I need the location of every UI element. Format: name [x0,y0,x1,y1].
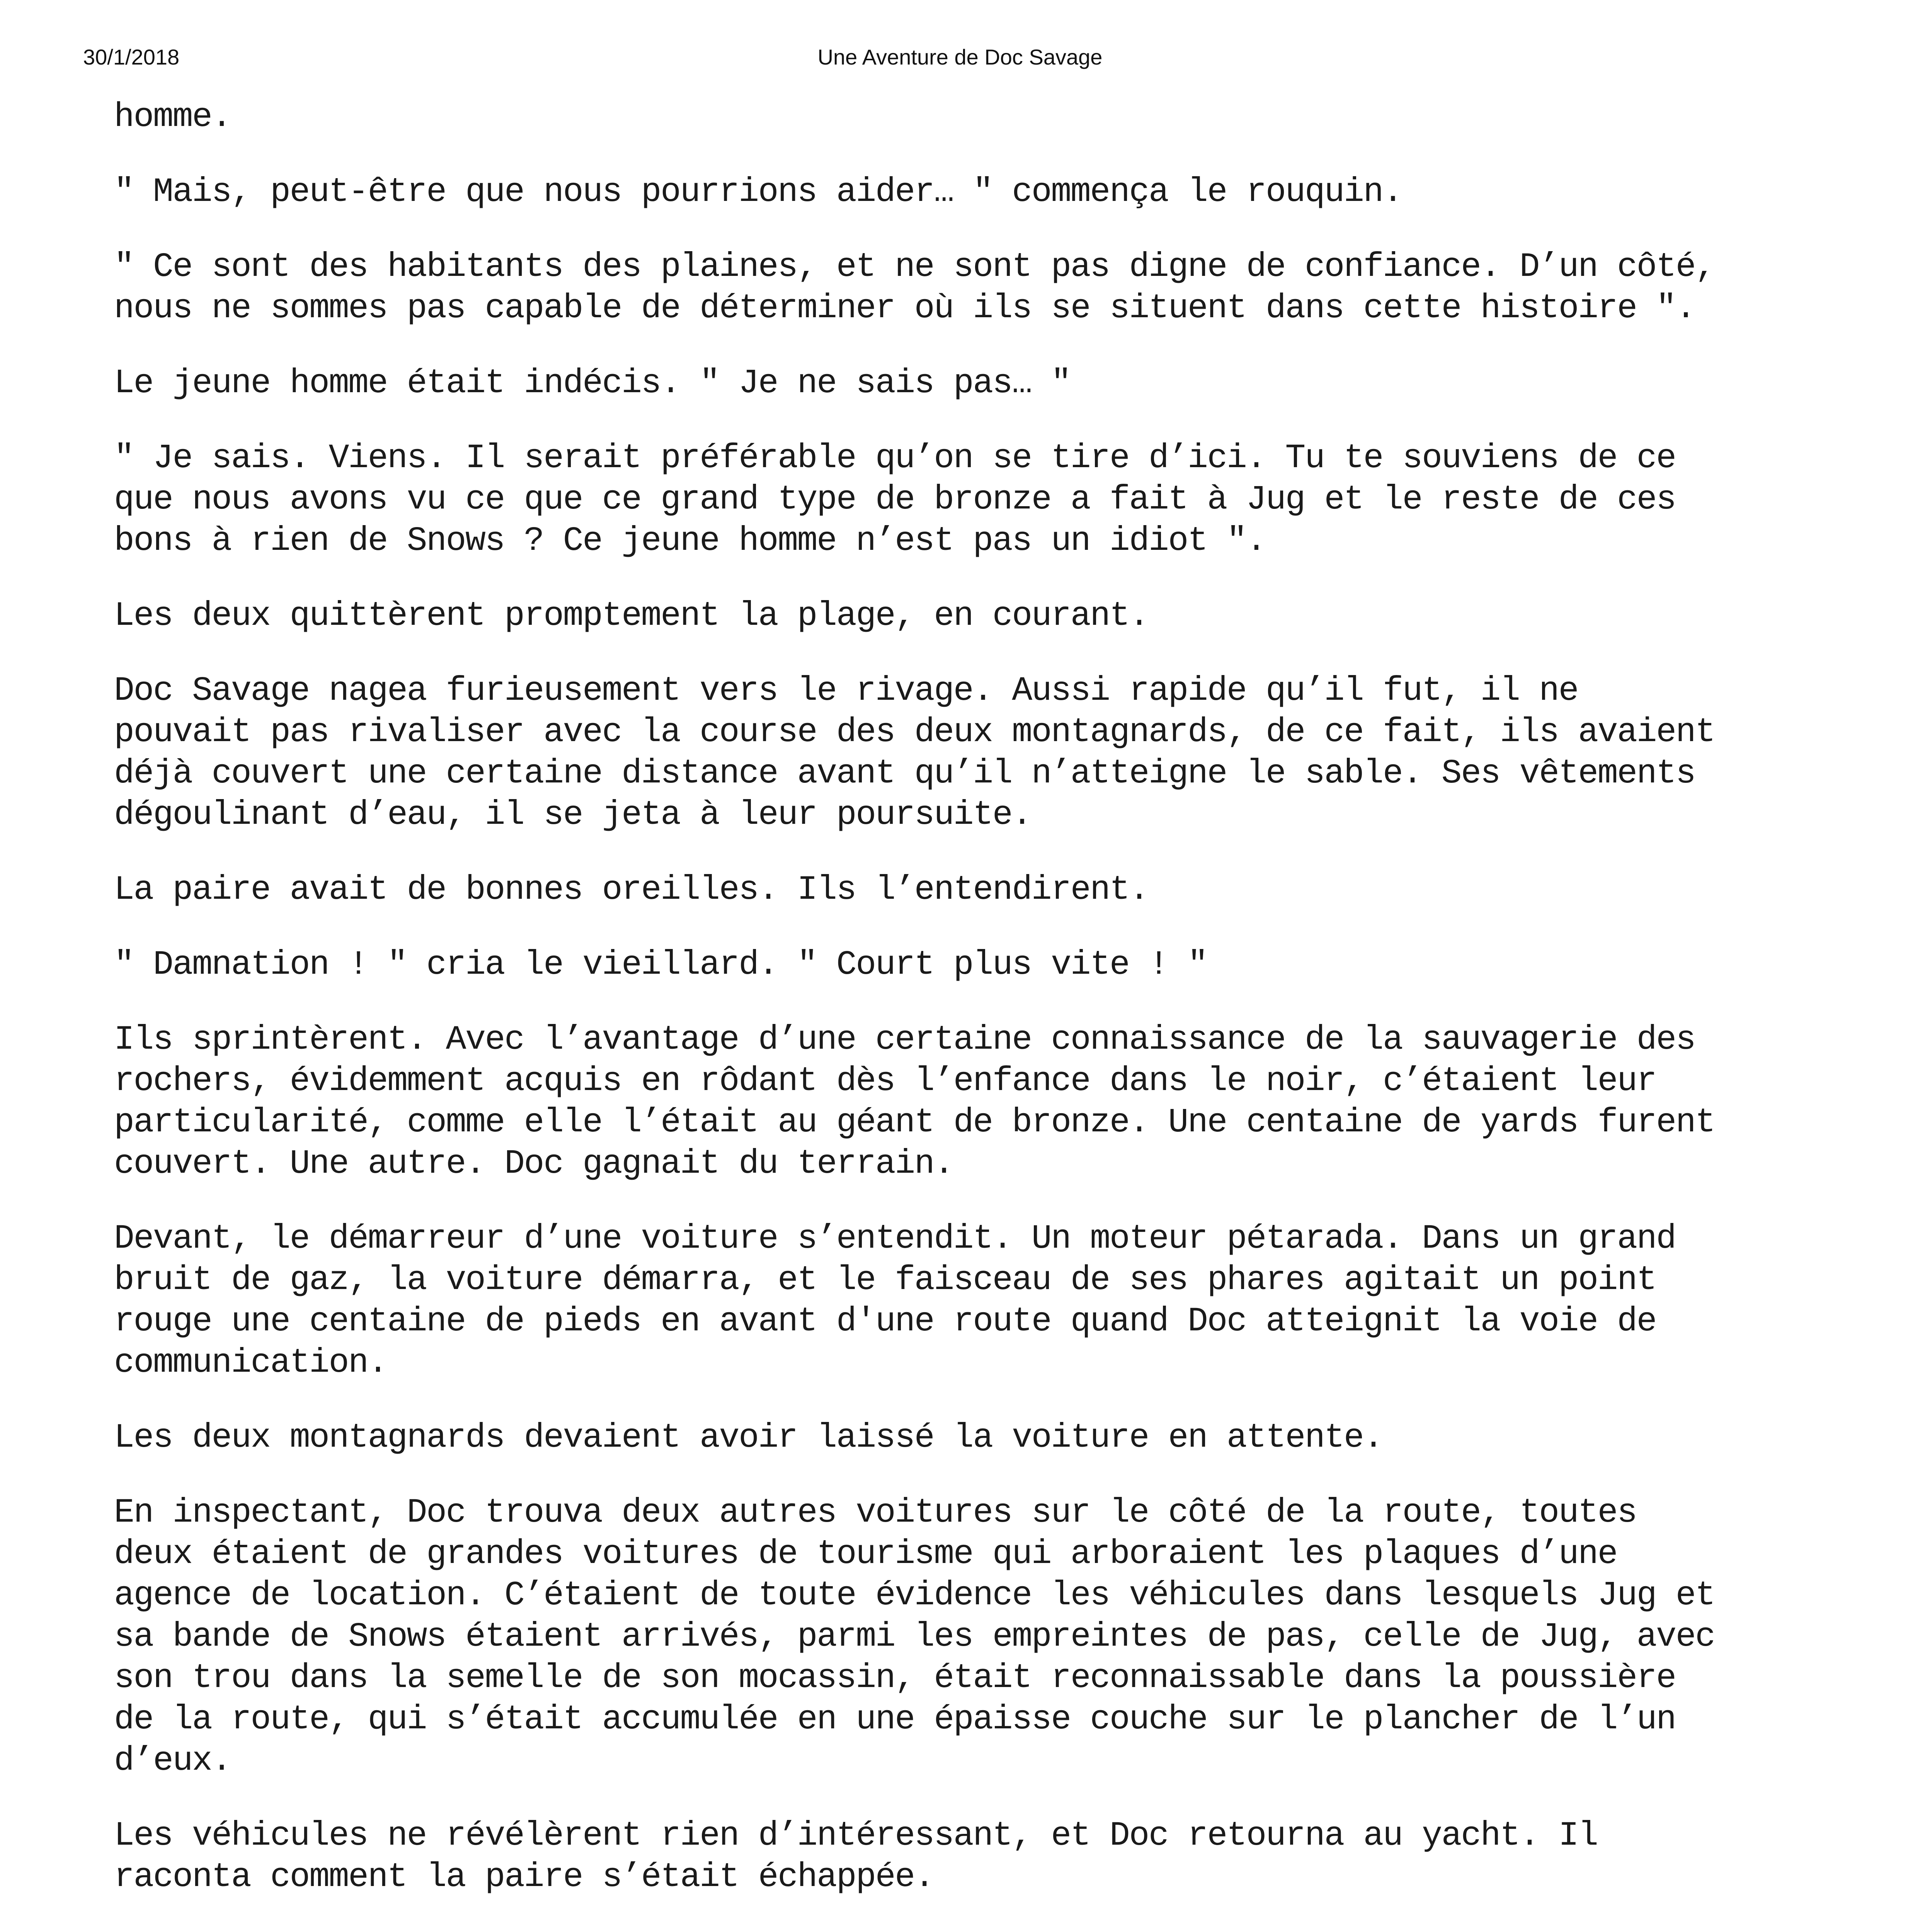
paragraph: Le jeune homme était indécis. " Je ne sais pas… " [114,364,1071,403]
paragraph: Devant, le démarreur d’une voiture s’entendit. Un moteur pétarada. Dans un grand bruit de gaz, la voiture démarra, et le faisceau de ses phares agitait un point rouge une centaine de pieds en avant d'une route quand Doc atteignit la voie de communication. [114,1220,1676,1382]
print-date: 30/1/2018 [83,45,180,69]
paragraph: " Mais, peut-être que nous pourrions aider… " commença le rouquin. [114,173,1403,211]
paragraph: " Damnation ! " cria le vieillard. " Court plus vite ! " [114,946,1207,984]
article-body [114,97,1830,1932]
paragraph: " Je sais. Viens. Il serait préférable qu’on se tire d’ici. Tu te souviens de ce que nous avons vu ce que ce grand type de bronze a fait à Jug et le reste de ces bons à rien de Snows ? Ce jeune homme n’est pas un idiot ". [114,439,1676,560]
paragraph: Les deux quittèrent promptement la plage, en courant. [114,597,1149,635]
page-title: Une Aventure de Doc Savage [817,45,1103,69]
paragraph: " Ce sont des habitants des plaines, et ne sont pas digne de confiance. D’un côté, nous ne sommes pas capable de déterminer où ils se situent dans cette histoire ". [114,248,1715,328]
paragraph: Ils sprintèrent. Avec l’avantage d’une certaine connaissance de la sauvagerie des rochers, évidemment acquis en rôdant dès l’enfance dans le noir, c’étaient leur particularité, comme elle l’était au géant de bronze. Une centaine de yards furent couvert. Une autre. Doc gagnait du terrain. [114,1021,1715,1183]
paragraph: La paire avait de bonnes oreilles. Ils l’entendirent. [114,871,1149,909]
paragraph: En inspectant, Doc trouva deux autres voitures sur le côté de la route, toutes deux étaient de grandes voitures de tourisme qui arboraient les plaques d’une agence de location. C’étaient de toute évidence les véhicules dans lesquels Jug et sa bande de Snows étaient arrivés, parmi les empreintes de pas, celle de Jug, avec son trou dans la semelle de son mocassin, était reconnaissable dans la poussière de la route, qui s’était accumulée en une épaisse couche sur le plancher de l’un d’eux. [114,1494,1715,1780]
paragraph: homme. [114,98,231,136]
paragraph: Doc Savage nagea furieusement vers le rivage. Aussi rapide qu’il fut, il ne pouvait pas rivaliser avec la course des deux montagnards, de ce fait, ils avaient déjà couvert une certaine distance avant qu’il n’atteigne le sable. Ses vêtements dégoulinant d’eau, il se jeta à leur poursuite. [114,672,1715,834]
paragraph: Les deux montagnards devaient avoir laissé la voiture en attente. [114,1419,1383,1457]
paragraph: Les véhicules ne révélèrent rien d’intéressant, et Doc retourna au yacht. Il raconta comment la paire s’était échappée. [114,1817,1598,1896]
